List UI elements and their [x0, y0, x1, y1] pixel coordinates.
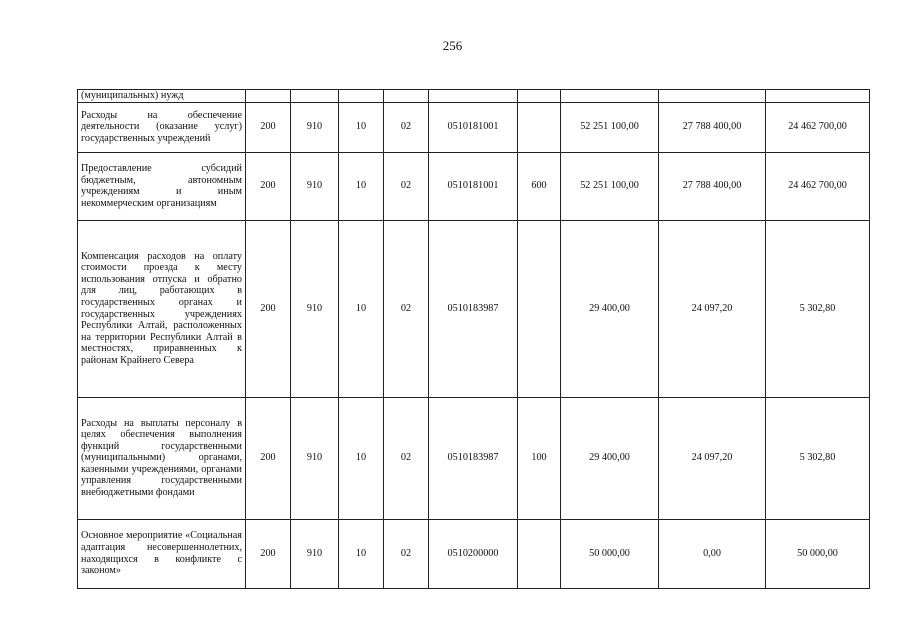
- cell-code-5: 0510183987: [429, 220, 518, 397]
- table-row: [78, 102, 870, 152]
- cell-amount-2: 24 097,20: [659, 220, 766, 397]
- cell-amount-2: [659, 90, 766, 103]
- row-name: Расходы на обеспечение деятельности (оказание услуг) государственных учреждений: [78, 102, 246, 152]
- cell-code-3: 10: [339, 152, 384, 220]
- cell-code-4: 02: [384, 397, 429, 519]
- budget-table: [77, 89, 870, 589]
- cell-code-4: 02: [384, 152, 429, 220]
- cell-amount-3: [766, 90, 870, 103]
- page-number: 256: [442, 38, 463, 53]
- cell-amount-3: 24 462 700,00: [766, 102, 870, 152]
- table-row: [78, 90, 870, 103]
- cell-amount-1: 52 251 100,00: [561, 152, 659, 220]
- cell-amount-2: 27 788 400,00: [659, 102, 766, 152]
- cell-code-5: [429, 90, 518, 103]
- cell-code-6: [518, 519, 561, 588]
- cell-code-5: 0510181001: [429, 152, 518, 220]
- cell-code-2: 910: [291, 397, 339, 519]
- row-name: Предоставление субсидий бюджетным, автономным учреждениям и иным некоммерческим организациям: [78, 152, 246, 220]
- cell-amount-3: 24 462 700,00: [766, 152, 870, 220]
- cell-code-1: 200: [246, 519, 291, 588]
- cell-code-1: 200: [246, 397, 291, 519]
- cell-code-5: 0510200000: [429, 519, 518, 588]
- cell-code-3: [339, 90, 384, 103]
- cell-code-3: 10: [339, 220, 384, 397]
- cell-amount-2: 27 788 400,00: [659, 152, 766, 220]
- cell-code-1: 200: [246, 102, 291, 152]
- cell-amount-1: 29 400,00: [561, 220, 659, 397]
- cell-amount-1: 52 251 100,00: [561, 102, 659, 152]
- cell-amount-1: 29 400,00: [561, 397, 659, 519]
- cell-code-4: [384, 90, 429, 103]
- cell-code-3: 10: [339, 519, 384, 588]
- row-name: Компенсация расходов на оплату стоимости проезда к месту использования отпуска и обратно для лиц, работающих в государственных органах и государственных учреждениях Республики Алтай, расположенных на территории Республики Алтай в местностях, приравненных к районам Крайнего Севера: [78, 220, 246, 397]
- cell-code-1: 200: [246, 220, 291, 397]
- table-row: [78, 519, 870, 588]
- cell-amount-2: 24 097,20: [659, 397, 766, 519]
- cell-code-1: [246, 90, 291, 103]
- cell-code-6: 100: [518, 397, 561, 519]
- cell-amount-1: [561, 90, 659, 103]
- cell-code-6: [518, 220, 561, 397]
- cell-code-3: 10: [339, 102, 384, 152]
- table-row: [78, 220, 870, 397]
- cell-code-2: 910: [291, 519, 339, 588]
- cell-amount-3: 5 302,80: [766, 220, 870, 397]
- cell-amount-2: 0,00: [659, 519, 766, 588]
- cell-code-2: 910: [291, 102, 339, 152]
- cell-code-2: 910: [291, 152, 339, 220]
- row-name: (муниципальных) нужд: [78, 90, 246, 103]
- cell-amount-1: 50 000,00: [561, 519, 659, 588]
- cell-code-4: 02: [384, 102, 429, 152]
- row-name: Основное мероприятие «Социальная адаптация несовершеннолетних, находящихся в конфликте с законом»: [78, 519, 246, 588]
- cell-amount-3: 5 302,80: [766, 397, 870, 519]
- cell-amount-3: 50 000,00: [766, 519, 870, 588]
- cell-code-2: 910: [291, 220, 339, 397]
- cell-code-4: 02: [384, 220, 429, 397]
- table-row: [78, 152, 870, 220]
- cell-code-2: [291, 90, 339, 103]
- cell-code-5: 0510181001: [429, 102, 518, 152]
- cell-code-1: 200: [246, 152, 291, 220]
- cell-code-6: 600: [518, 152, 561, 220]
- cell-code-5: 0510183987: [429, 397, 518, 519]
- cell-code-6: [518, 90, 561, 103]
- table-row: [78, 397, 870, 519]
- cell-code-6: [518, 102, 561, 152]
- cell-code-4: 02: [384, 519, 429, 588]
- row-name: Расходы на выплаты персоналу в целях обеспечения выполнения функций государственными (муниципальными) органами, казенными учреждениями, органами управления государственными внебюджетными фондами: [78, 397, 246, 519]
- cell-code-3: 10: [339, 397, 384, 519]
